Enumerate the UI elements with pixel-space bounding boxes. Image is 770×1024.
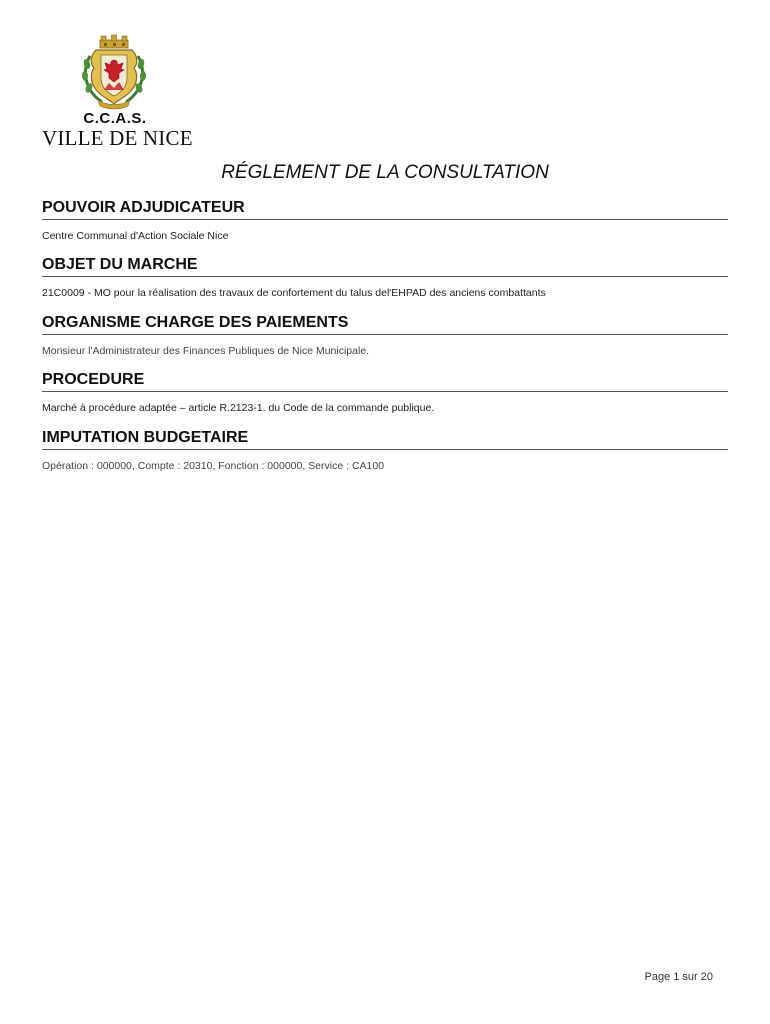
section-body: Centre Communal d'Action Sociale Nice xyxy=(42,230,229,242)
section-body: Monsieur l'Administrateur des Finances Publiques de Nice Municipale. xyxy=(42,345,370,357)
section-heading: PROCEDURE xyxy=(42,370,728,392)
section-heading: IMPUTATION BUDGETAIRE xyxy=(42,428,728,450)
section-body: 21C0009 - MO pour la réalisation des travaux de confortement du talus del'EHPAD des anciens combattants xyxy=(42,287,546,299)
document-title xyxy=(0,162,770,184)
section-organisme-paiements xyxy=(42,313,728,358)
logo-city-name: VILLE DE NICE xyxy=(42,126,193,150)
section-body: Opération : 000000, Compte : 20310, Fonction : 000000, Service : CA100 xyxy=(42,460,385,472)
section-procedure xyxy=(42,370,728,415)
section-objet-du-marche xyxy=(42,255,728,300)
section-heading: POUVOIR ADJUDICATEUR xyxy=(42,198,728,220)
section-body: Marché à procédure adaptée – article R.2123-1. du Code de la commande publique. xyxy=(42,402,435,414)
section-pouvoir-adjudicateur xyxy=(42,198,728,243)
coat-of-arms-icon xyxy=(80,34,148,110)
section-imputation-budgetaire xyxy=(42,428,728,473)
section-heading: OBJET DU MARCHE xyxy=(42,255,728,277)
ccas-nice-logo xyxy=(42,34,193,150)
page-number: Page 1 sur 20 xyxy=(644,971,713,983)
document-title-text: RÉGLEMENT DE LA CONSULTATION xyxy=(221,162,549,183)
section-heading: ORGANISME CHARGE DES PAIEMENTS xyxy=(42,313,728,335)
logo-acronym: C.C.A.S. xyxy=(83,110,147,127)
